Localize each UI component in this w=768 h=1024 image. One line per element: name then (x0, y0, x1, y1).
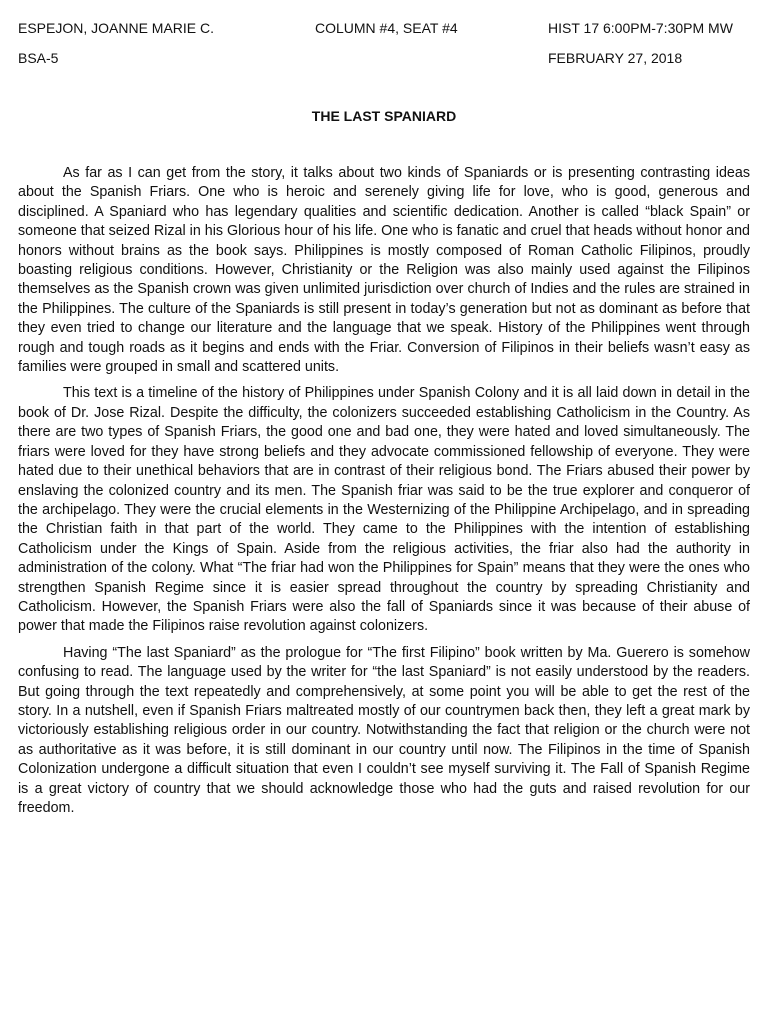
essay-title: THE LAST SPANIARD (311, 108, 457, 124)
seat-assignment: COLUMN #4, SEAT #4 (315, 20, 458, 36)
paragraph-2: This text is a timeline of the history of Philippines under Spanish Colony and it is all laid down in detail in the book of Dr. Jose Rizal. Despite the difficulty, the colonizers succeeded establishing Catholicism in the Country. As there are two types of Spanish Friars, the good one and bad one, they were hated and loved simultaneously. The friars were loved for they have strong beliefs and they advocate commissioned fellowship of everyone. They were hated due to their unethical behaviors that are in contrast of their religious bond. The Friars abused their power by enslaving the colonized country and its men. The Spanish friar was said to be the true explorer and conqueror of the archipelago. They were the crucial elements in the Westernizing of the Philippine Archipelago, and in spreading the Christian faith in that part of the world. They came to the Philippines with the intention of establishing Catholicism under the Kings of Spain. Aside from the religious activities, the friar also had the authority in administration of the colony. What “The friar had won the Philippines for Spain” means that they were the ones who strengthen Spanish Regime since it is easier spread throughout the country by spreading Christianity and Catholicism. However, the Spanish Friars were also the fall of Spaniards since it was because of their abuse of power that made the Filipinos raise revolution against colonizers. (18, 385, 750, 635)
student-name: ESPEJON, JOANNE MARIE C. (18, 20, 215, 36)
document-date: FEBRUARY 27, 2018 (548, 50, 683, 66)
course-schedule: HIST 17 6:00PM-7:30PM MW (548, 20, 733, 36)
section-label: BSA-5 (18, 50, 59, 66)
paragraph-3: Having “The last Spaniard” as the prologue for “The first Filipino” book written by Ma. Guerero is somehow confusing to read. The language used by the writer for “the last Spaniard” is not easily understood by the readers. But going through the text repeatedly and comprehensively, at some point you will be able to get the rest of the story. In a nutshell, even if Spanish Friars maltreated mostly of our countrymen back then, they left a great mark by victoriously establishing religious order in our country. Notwithstanding the fact that religion or the church were not as authoritative as it was before, it is still dominant in our country until now. The Filipinos in the time of Spanish Colonization undergone a difficult situation that even I couldn’t see myself surviving it. The Fall of Spanish Regime is a great victory of country that we should acknowledge those who had the guts and raised revolution for our freedom. (18, 644, 750, 816)
paragraph-1: As far as I can get from the story, it talks about two kinds of Spaniards or is presenting contrasting ideas about the Spanish Friars. One who is heroic and serenely giving life for love, who is good, generous and disciplined. A Spaniard who has legendary qualities and scientific dedication. Another is called “black Spain” or someone that seized Rizal in his Glorious hour of his life. One who is fanatic and cruel that heads without honor and honors without brains as the book says. Philippines is mostly composed of Roman Catholic Filipinos, proudly boasting religious conditions. However, Christianity or the Religion was also mainly used against the Filipinos themselves as the Spanish crown was given unlimited jurisdiction over church of Indies and the rules are strained in the Philippines. The culture of the Spaniards is still present in today’s generation but not as dominant as before that they even tried to change our literature and the language that we speak. History of the Philippines went through rough and tough roads as it begins and ends with the Friar. Conversion of Filipinos in their beliefs wasn’t easy as families were grouped in small and scattered units. (18, 165, 750, 376)
essay-body (18, 164, 750, 825)
